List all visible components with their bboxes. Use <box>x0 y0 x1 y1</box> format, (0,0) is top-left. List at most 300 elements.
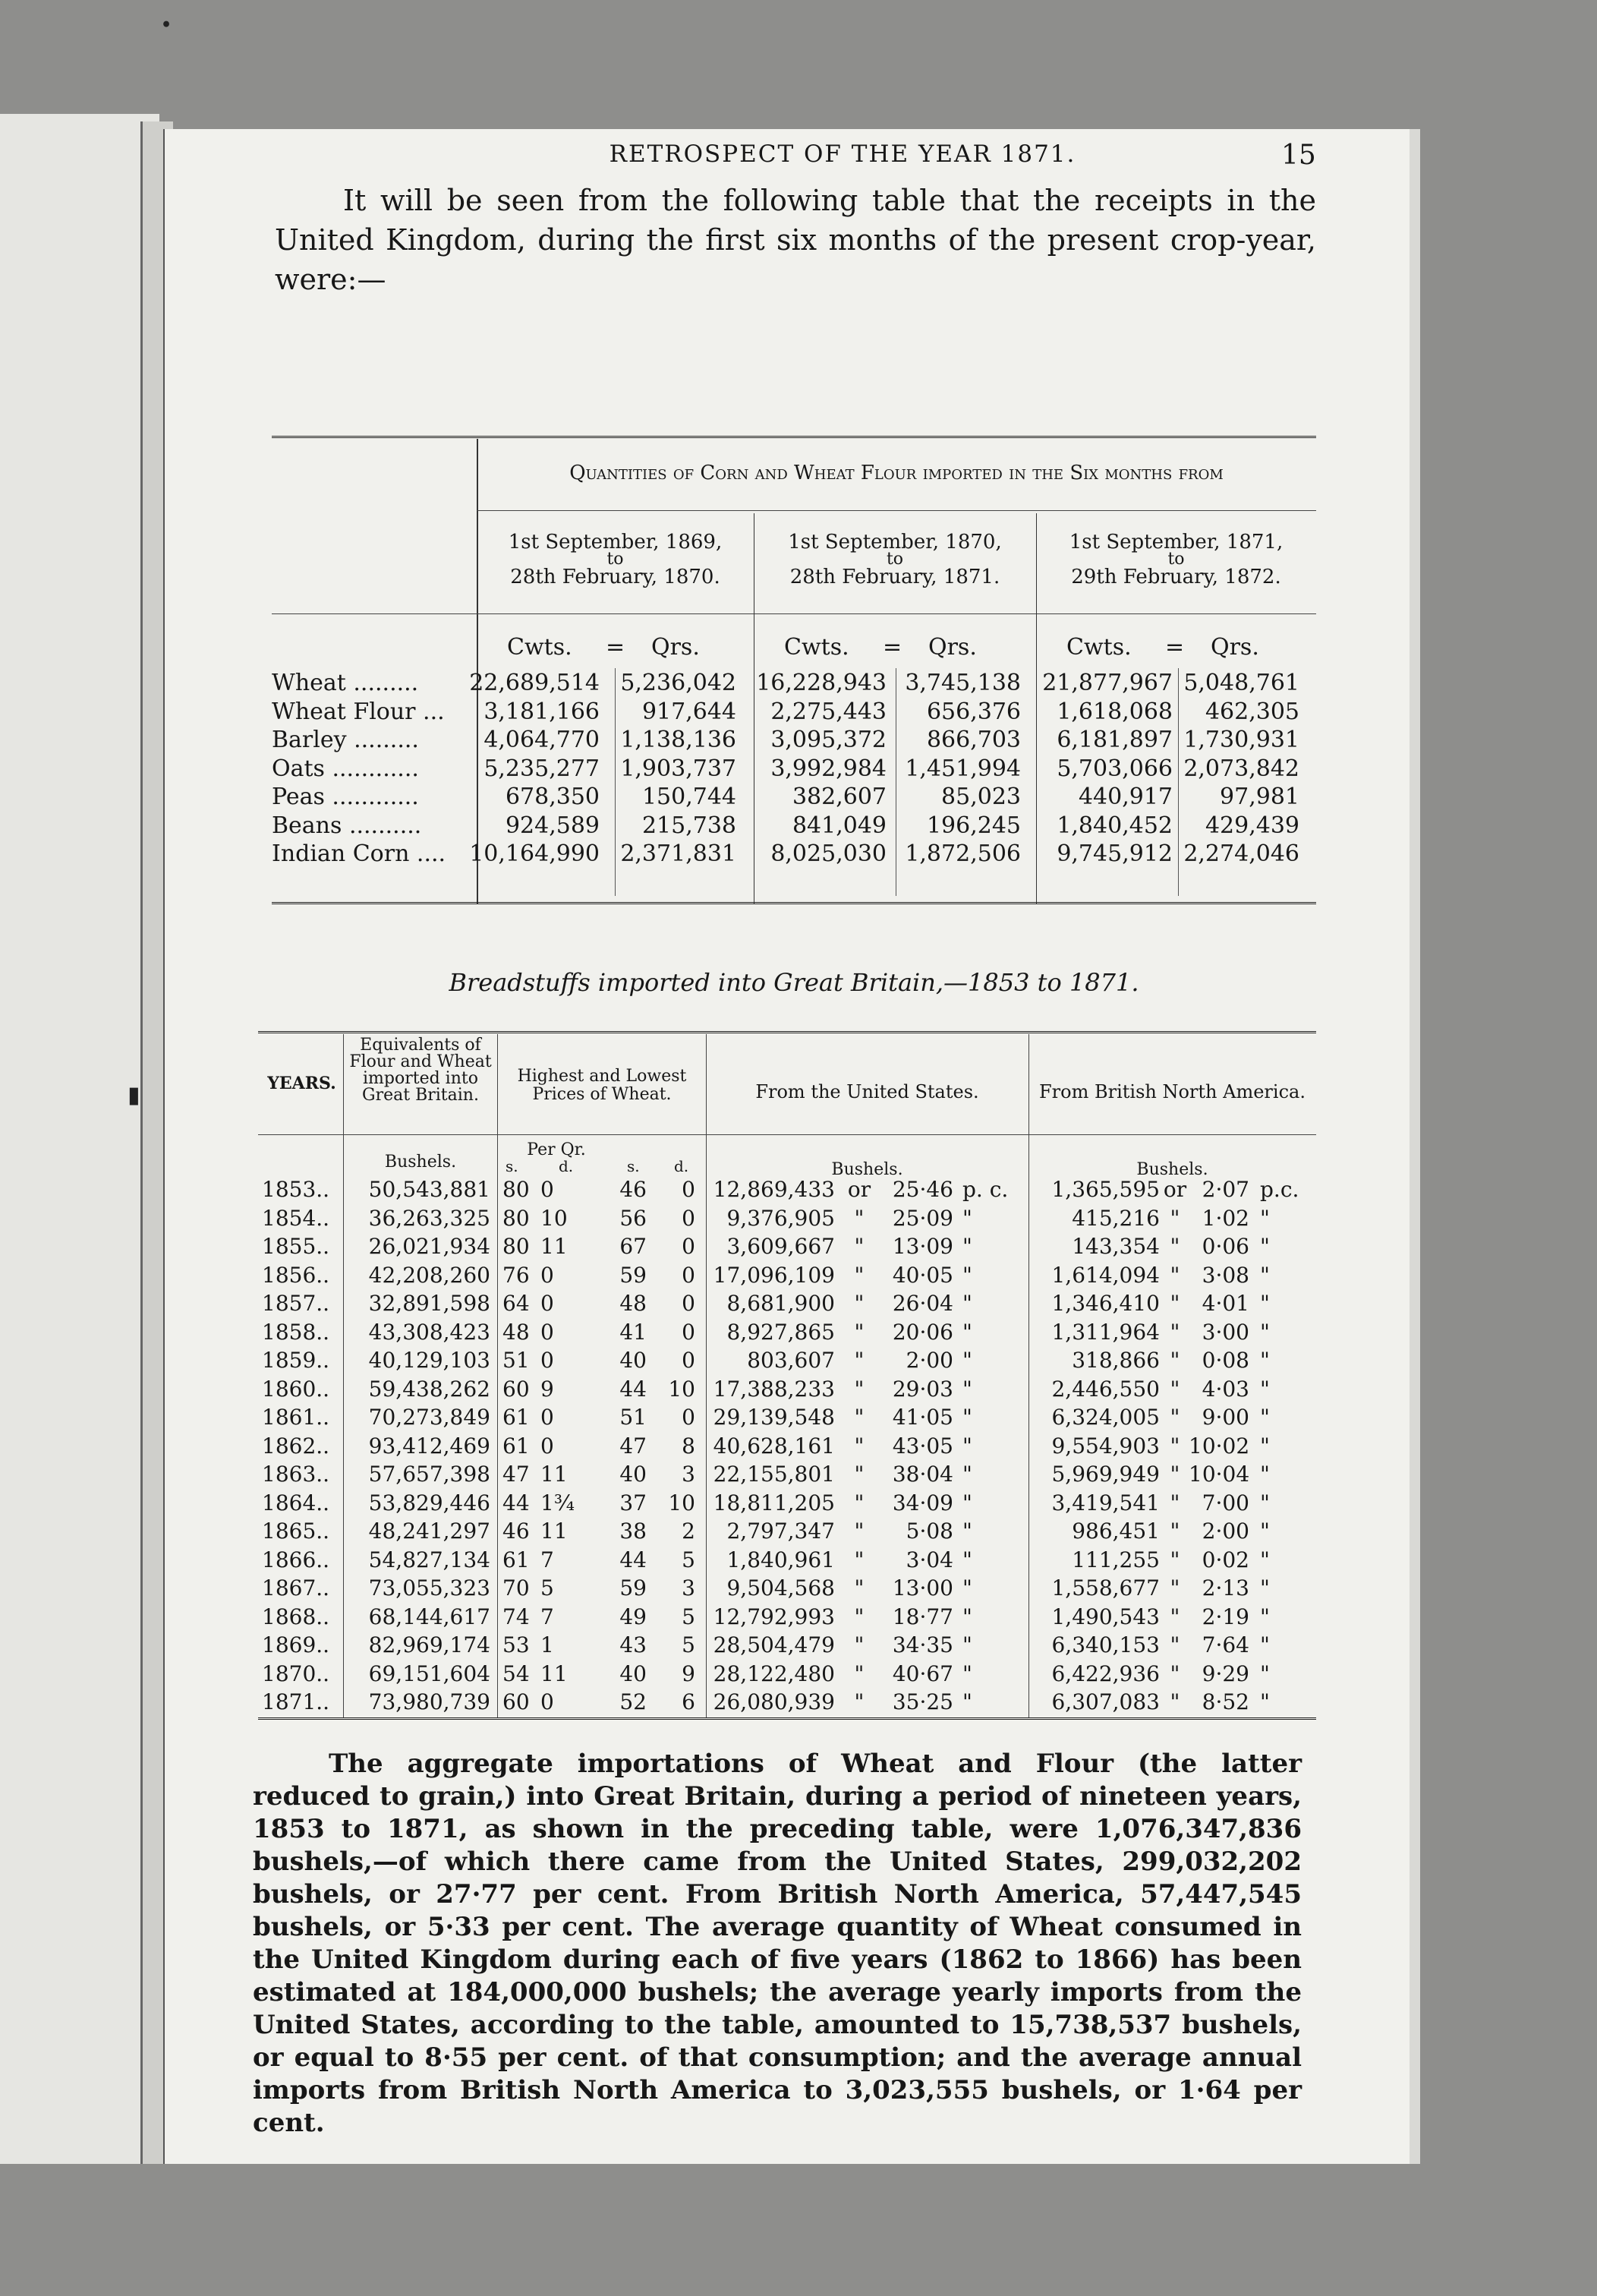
row-low-s: 59 <box>619 1262 647 1288</box>
row-us-bushels: 40,628,161 <box>713 1433 835 1459</box>
row-bna-sep: " <box>1170 1234 1180 1259</box>
table1-cell: 22,689,514 <box>469 670 600 696</box>
row-us-tail: " <box>962 1660 972 1686</box>
table1-cell: 440,917 <box>1078 784 1173 810</box>
col-years: YEARS. <box>267 1074 336 1093</box>
row-high-d: 10 <box>540 1205 568 1231</box>
row-us-sep: " <box>854 1689 865 1714</box>
row-low-s: 48 <box>619 1291 647 1316</box>
commodity-label: Wheat ......... <box>272 670 419 696</box>
row-bna-percent: 7·64 <box>1202 1632 1249 1657</box>
row-us-sep: " <box>854 1262 865 1288</box>
running-head-title: RETROSPECT OF THE YEAR 1871. <box>609 140 1076 168</box>
row-us-bushels: 18,811,205 <box>713 1490 835 1515</box>
row-us-percent: 35·25 <box>892 1689 953 1714</box>
row-bna-bushels: 1,558,677 <box>1051 1575 1160 1601</box>
row-us-percent: 40·67 <box>892 1660 953 1686</box>
table1-cell: 5,048,761 <box>1183 670 1299 696</box>
table1-cell: 85,023 <box>941 784 1021 810</box>
row-bna-bushels: 9,554,903 <box>1051 1433 1160 1459</box>
row-us-sep: " <box>854 1519 865 1544</box>
row-bna-percent: 9·00 <box>1202 1405 1249 1430</box>
row-bna-tail: " <box>1260 1604 1270 1629</box>
row-low-d: 6 <box>682 1689 695 1714</box>
row-high-s: 54 <box>502 1660 530 1686</box>
row-bna-percent: 10·02 <box>1189 1433 1250 1459</box>
row-high-s: 48 <box>502 1319 530 1345</box>
period-start: 1st September, 1869, <box>508 531 723 554</box>
row-year: 1863.. <box>262 1462 330 1487</box>
row-high-d: 7 <box>540 1604 554 1629</box>
row-us-percent: 43·05 <box>892 1433 953 1459</box>
intro-paragraph <box>275 181 1316 299</box>
row-low-d: 0 <box>682 1348 695 1373</box>
row-us-bushels: 17,388,233 <box>713 1376 835 1402</box>
row-year: 1866.. <box>262 1547 330 1572</box>
row-high-d: 11 <box>540 1660 568 1686</box>
row-low-s: 47 <box>619 1433 647 1459</box>
sub-shillings: s. <box>627 1157 640 1175</box>
row-bna-tail: " <box>1260 1689 1270 1714</box>
row-bna-bushels: 986,451 <box>1072 1519 1160 1544</box>
row-bna-sep: " <box>1170 1547 1180 1572</box>
row-bna-bushels: 1,365,595 <box>1051 1177 1160 1202</box>
row-high-s: 61 <box>502 1433 530 1459</box>
table1-cell: 5,703,066 <box>1057 755 1173 782</box>
row-bna-percent: 2·07 <box>1202 1177 1249 1202</box>
row-bushels: 36,263,325 <box>368 1205 490 1231</box>
row-high-s: 61 <box>502 1547 530 1572</box>
unit-equals: = <box>1165 634 1185 661</box>
table1-cell: 5,235,277 <box>484 755 600 782</box>
row-bna-sep: " <box>1170 1519 1180 1544</box>
row-us-sep: " <box>854 1319 865 1345</box>
row-bna-percent: 10·04 <box>1189 1462 1250 1487</box>
row-us-tail: p. c. <box>962 1177 1009 1202</box>
table1-cell: 1,618,068 <box>1057 698 1173 725</box>
row-year: 1860.. <box>262 1376 330 1402</box>
period-end: 28th February, 1871. <box>789 566 1000 588</box>
row-us-sep: " <box>854 1234 865 1259</box>
row-high-d: 5 <box>540 1575 554 1601</box>
row-bushels: 40,129,103 <box>368 1348 490 1373</box>
table1-cell: 917,644 <box>641 698 736 725</box>
row-us-tail: " <box>962 1575 972 1601</box>
row-high-d: 11 <box>540 1519 568 1544</box>
row-us-percent: 18·77 <box>892 1604 953 1629</box>
row-high-s: 80 <box>502 1205 530 1231</box>
row-us-percent: 20·06 <box>892 1319 953 1345</box>
row-low-d: 0 <box>682 1291 695 1316</box>
row-low-s: 52 <box>619 1689 647 1714</box>
unit-equals: = <box>606 634 625 661</box>
row-us-bushels: 2,797,347 <box>726 1519 835 1544</box>
row-low-s: 46 <box>619 1177 647 1202</box>
unit-qrs: Qrs. <box>1211 634 1259 661</box>
row-low-s: 40 <box>619 1348 647 1373</box>
row-us-bushels: 26,080,939 <box>713 1689 835 1714</box>
row-bushels: 69,151,604 <box>368 1660 490 1686</box>
row-bna-tail: " <box>1260 1575 1270 1601</box>
period-to: to <box>606 550 624 569</box>
row-us-sep: " <box>854 1291 865 1316</box>
row-bna-sep: " <box>1170 1575 1180 1601</box>
row-us-percent: 29·03 <box>892 1376 953 1402</box>
table1-cell: 16,228,943 <box>756 670 887 696</box>
sub-pence: d. <box>674 1157 689 1175</box>
table1-subdivider <box>1178 668 1179 896</box>
row-us-percent: 34·35 <box>892 1632 953 1657</box>
row-us-sep: " <box>854 1632 865 1657</box>
row-high-d: 11 <box>540 1234 568 1259</box>
table1-cell: 1,451,994 <box>905 755 1021 782</box>
row-bna-tail: " <box>1260 1632 1270 1657</box>
row-low-d: 0 <box>682 1319 695 1345</box>
row-bna-tail: " <box>1260 1547 1270 1572</box>
table1-cell: 3,095,372 <box>770 727 887 753</box>
row-low-s: 41 <box>619 1319 647 1345</box>
table1-cell: 924,589 <box>505 812 600 839</box>
col-prices: Highest and Lowest Prices of Wheat. <box>517 1067 687 1104</box>
row-low-s: 40 <box>619 1462 647 1487</box>
period-start: 1st September, 1871, <box>1069 531 1284 554</box>
row-year: 1861.. <box>262 1405 330 1430</box>
row-high-s: 76 <box>502 1262 530 1288</box>
row-year: 1871.. <box>262 1689 330 1714</box>
commodity-label: Peas ............ <box>272 784 419 810</box>
table1-cell: 196,245 <box>926 812 1021 839</box>
row-us-bushels: 22,155,801 <box>713 1462 835 1487</box>
row-high-s: 61 <box>502 1405 530 1430</box>
row-us-tail: " <box>962 1519 972 1544</box>
row-bna-sep: or <box>1163 1177 1187 1202</box>
table1-period-rule <box>272 613 1316 614</box>
row-low-s: 51 <box>619 1405 647 1430</box>
row-us-percent: 34·09 <box>892 1490 953 1515</box>
row-bna-sep: " <box>1170 1291 1180 1316</box>
table1-cell: 97,981 <box>1220 784 1299 810</box>
commodity-label: Oats ............ <box>272 755 419 782</box>
table1-cell: 1,138,136 <box>620 727 736 753</box>
row-bna-tail: " <box>1260 1405 1270 1430</box>
table1-cell: 2,274,046 <box>1183 840 1299 867</box>
table2-divider <box>1028 1034 1029 1717</box>
row-bushels: 32,891,598 <box>368 1291 490 1316</box>
row-bna-percent: 4·03 <box>1202 1376 1249 1402</box>
row-low-s: 49 <box>619 1604 647 1629</box>
row-low-s: 44 <box>619 1376 647 1402</box>
commodity-label: Beans .......... <box>272 812 422 839</box>
row-bushels: 70,273,849 <box>368 1405 490 1430</box>
sub-per-qr: Per Qr. <box>527 1140 586 1159</box>
row-bna-sep: " <box>1170 1433 1180 1459</box>
row-bushels: 53,829,446 <box>368 1490 490 1515</box>
row-us-percent: 3·04 <box>906 1547 953 1572</box>
row-bna-tail: " <box>1260 1319 1270 1345</box>
row-year: 1864.. <box>262 1490 330 1515</box>
row-bushels: 59,438,262 <box>368 1376 490 1402</box>
row-high-s: 47 <box>502 1462 530 1487</box>
row-bushels: 54,827,134 <box>368 1547 490 1572</box>
table2-bottom-rule <box>258 1717 1316 1720</box>
row-bna-percent: 0·06 <box>1202 1234 1249 1259</box>
table1-top-rule <box>272 436 1316 438</box>
row-bna-percent: 2·13 <box>1202 1575 1249 1601</box>
table1-cell: 10,164,990 <box>469 840 600 867</box>
row-high-s: 60 <box>502 1376 530 1402</box>
table2-divider <box>706 1034 707 1717</box>
table1-cell: 2,073,842 <box>1183 755 1299 782</box>
row-us-tail: " <box>962 1604 972 1629</box>
table1-cell: 215,738 <box>641 812 736 839</box>
row-bushels: 43,308,423 <box>368 1319 490 1345</box>
row-bna-tail: " <box>1260 1462 1270 1487</box>
row-us-percent: 25·09 <box>892 1205 953 1231</box>
row-year: 1865.. <box>262 1519 330 1544</box>
closing-text: The aggregate importations of Wheat and Flour (the latter reduced to grain,) into Great Britain, during a period of nineteen years, 1853 to 1871, as shown in the preceding table, were 1,076,347,836 bushels,—of which there came from the United States, 299,032,202 bushels, or 27·77 per cent. From British North America, 57,447,545 bushels, or 5·33 per cent. The average quantity of Wheat consumed in the United Kingdom during each of five years (1862 to 1866) has been estimated at 184,000,000 bushels; the average yearly imports from the United States, according to the table, amounted to 15,738,537 bushels, or equal to 8·55 per cent. of that consumption; and the average annual imports from British North America to 3,023,555 bushels, or 1·64 per cent. <box>253 1749 1302 2138</box>
row-year: 1857.. <box>262 1291 330 1316</box>
row-bna-percent: 3·00 <box>1202 1319 1249 1345</box>
unit-equals: = <box>883 634 902 661</box>
row-bushels: 50,543,881 <box>368 1177 490 1202</box>
row-bna-sep: " <box>1170 1376 1180 1402</box>
row-bna-percent: 9·29 <box>1202 1660 1249 1686</box>
row-us-sep: " <box>854 1205 865 1231</box>
row-high-s: 70 <box>502 1575 530 1601</box>
period-to: to <box>886 550 904 569</box>
row-us-tail: " <box>962 1433 972 1459</box>
page-number: 15 <box>1281 140 1316 171</box>
row-bushels: 42,208,260 <box>368 1262 490 1288</box>
row-us-tail: " <box>962 1547 972 1572</box>
row-us-tail: " <box>962 1205 972 1231</box>
row-bna-sep: " <box>1170 1348 1180 1373</box>
table1-cell: 1,903,737 <box>620 755 736 782</box>
row-bna-sep: " <box>1170 1490 1180 1515</box>
row-us-bushels: 9,376,905 <box>726 1205 835 1231</box>
row-bna-bushels: 1,490,543 <box>1051 1604 1160 1629</box>
row-year: 1870.. <box>262 1660 330 1686</box>
commodity-label: Wheat Flour ... <box>272 698 445 725</box>
period-end: 29th February, 1872. <box>1071 566 1281 588</box>
table1-header-rule <box>477 510 1316 511</box>
row-bna-sep: " <box>1170 1689 1180 1714</box>
row-low-d: 0 <box>682 1177 695 1202</box>
row-bna-tail: " <box>1260 1291 1270 1316</box>
row-us-tail: " <box>962 1234 972 1259</box>
row-high-d: 7 <box>540 1547 554 1572</box>
row-low-s: 59 <box>619 1575 647 1601</box>
unit-cwts: Cwts. <box>784 634 849 661</box>
period-header <box>754 531 1036 588</box>
row-low-d: 3 <box>682 1462 695 1487</box>
row-year: 1854.. <box>262 1205 330 1231</box>
sub-bushels-bna: Bushels. <box>1136 1160 1208 1179</box>
row-us-bushels: 9,504,568 <box>726 1575 835 1601</box>
table1-bottom-rule <box>272 902 1316 904</box>
sub-shillings: s. <box>506 1157 518 1175</box>
row-us-percent: 26·04 <box>892 1291 953 1316</box>
row-bna-tail: " <box>1260 1490 1270 1515</box>
row-us-bushels: 17,096,109 <box>713 1262 835 1288</box>
table2-divider <box>497 1034 498 1717</box>
table1-cell: 2,275,443 <box>770 698 887 725</box>
row-year: 1858.. <box>262 1319 330 1345</box>
row-high-s: 46 <box>502 1519 530 1544</box>
row-bna-bushels: 3,419,541 <box>1051 1490 1160 1515</box>
row-low-d: 0 <box>682 1234 695 1259</box>
row-high-d: 1 <box>540 1632 554 1657</box>
row-bna-bushels: 6,324,005 <box>1051 1405 1160 1430</box>
row-bushels: 73,055,323 <box>368 1575 490 1601</box>
col-equivalents: Equivalents of Flour and Wheat imported into Great Britain. <box>349 1036 492 1105</box>
row-high-d: 0 <box>540 1405 554 1430</box>
table1-cell: 1,730,931 <box>1183 727 1299 753</box>
row-bna-tail: " <box>1260 1519 1270 1544</box>
row-us-tail: " <box>962 1490 972 1515</box>
row-high-s: 44 <box>502 1490 530 1515</box>
unit-cwts: Cwts. <box>1066 634 1132 661</box>
row-bna-percent: 2·00 <box>1202 1519 1249 1544</box>
row-bna-sep: " <box>1170 1660 1180 1686</box>
row-bna-bushels: 1,346,410 <box>1051 1291 1160 1316</box>
row-high-s: 80 <box>502 1234 530 1259</box>
table1-cell: 462,305 <box>1205 698 1299 725</box>
table2-top-rule <box>258 1031 1316 1033</box>
adjacent-page-edge <box>0 114 159 2164</box>
row-us-tail: " <box>962 1462 972 1487</box>
row-bna-tail: " <box>1260 1262 1270 1288</box>
row-low-s: 37 <box>619 1490 647 1515</box>
row-high-s: 51 <box>502 1348 530 1373</box>
row-us-tail: " <box>962 1632 972 1657</box>
row-year: 1862.. <box>262 1433 330 1459</box>
scan-speck: • <box>161 15 172 35</box>
row-bna-tail: " <box>1260 1376 1270 1402</box>
row-high-d: 0 <box>540 1319 554 1345</box>
table1-cell: 1,872,506 <box>905 840 1021 867</box>
row-us-sep: " <box>854 1462 865 1487</box>
row-us-sep: " <box>854 1433 865 1459</box>
row-low-s: 67 <box>619 1234 647 1259</box>
table1-cell: 678,350 <box>505 784 600 810</box>
row-us-sep: " <box>854 1376 865 1402</box>
row-us-sep: " <box>854 1348 865 1373</box>
col-british-north-america: From British North America. <box>1039 1081 1306 1102</box>
period-header <box>1036 531 1316 588</box>
row-us-bushels: 8,681,900 <box>726 1291 835 1316</box>
row-us-bushels: 12,792,993 <box>713 1604 835 1629</box>
row-low-d: 0 <box>682 1405 695 1430</box>
row-bna-percent: 3·08 <box>1202 1262 1249 1288</box>
row-low-d: 0 <box>682 1262 695 1288</box>
row-us-tail: " <box>962 1348 972 1373</box>
row-us-percent: 5·08 <box>906 1519 953 1544</box>
row-bna-bushels: 318,866 <box>1072 1348 1160 1373</box>
row-high-s: 74 <box>502 1604 530 1629</box>
row-low-s: 43 <box>619 1632 647 1657</box>
table1-cell: 382,607 <box>792 784 887 810</box>
row-high-d: 11 <box>540 1462 568 1487</box>
row-us-sep: " <box>854 1604 865 1629</box>
table1-subdivider <box>615 668 616 896</box>
row-us-sep: " <box>854 1575 865 1601</box>
row-us-bushels: 8,927,865 <box>726 1319 835 1345</box>
row-low-d: 0 <box>682 1205 695 1231</box>
table1-cell: 656,376 <box>926 698 1021 725</box>
table1-cell: 3,992,984 <box>770 755 887 782</box>
period-to: to <box>1167 550 1185 569</box>
row-us-sep: " <box>854 1660 865 1686</box>
row-high-d: 1¾ <box>540 1490 575 1515</box>
table2-header-rule <box>258 1134 1316 1135</box>
row-us-bushels: 803,607 <box>747 1348 835 1373</box>
table1-cell: 2,371,831 <box>620 840 736 867</box>
row-bushels: 57,657,398 <box>368 1462 490 1487</box>
row-low-d: 2 <box>682 1519 695 1544</box>
row-us-tail: " <box>962 1405 972 1430</box>
row-high-d: 9 <box>540 1376 554 1402</box>
table1-cell: 841,049 <box>792 812 887 839</box>
row-us-bushels: 28,504,479 <box>713 1632 835 1657</box>
row-low-s: 38 <box>619 1519 647 1544</box>
row-bna-sep: " <box>1170 1632 1180 1657</box>
table1-cell: 1,840,452 <box>1057 812 1173 839</box>
table1-cell: 3,181,166 <box>484 698 600 725</box>
row-low-d: 5 <box>682 1547 695 1572</box>
table1-cell: 21,877,967 <box>1042 670 1173 696</box>
row-us-sep: " <box>854 1547 865 1572</box>
row-bna-tail: " <box>1260 1660 1270 1686</box>
row-bna-sep: " <box>1170 1604 1180 1629</box>
row-bna-bushels: 6,340,153 <box>1051 1632 1160 1657</box>
commodity-label: Indian Corn .... <box>272 840 446 867</box>
row-bna-bushels: 415,216 <box>1072 1205 1160 1231</box>
table1-cell: 6,181,897 <box>1057 727 1173 753</box>
row-low-d: 10 <box>668 1490 695 1515</box>
row-bna-tail: p.c. <box>1260 1177 1299 1202</box>
row-bna-percent: 0·08 <box>1202 1348 1249 1373</box>
row-low-s: 44 <box>619 1547 647 1572</box>
table1-heading: Quantities of Corn and Wheat Flour imported in the Six months from <box>569 462 1224 484</box>
row-us-percent: 38·04 <box>892 1462 953 1487</box>
row-high-s: 53 <box>502 1632 530 1657</box>
table2-divider <box>343 1034 344 1717</box>
row-bna-sep: " <box>1170 1205 1180 1231</box>
row-high-d: 0 <box>540 1689 554 1714</box>
table1-cell: 866,703 <box>926 727 1021 753</box>
row-us-percent: 13·00 <box>892 1575 953 1601</box>
row-us-tail: " <box>962 1262 972 1288</box>
table2-caption: Breadstuffs imported into Great Britain,—1853 to 1871. <box>449 968 1139 997</box>
sub-bushels-us: Bushels. <box>831 1160 903 1179</box>
period-start: 1st September, 1870, <box>788 531 1002 554</box>
row-low-d: 5 <box>682 1604 695 1629</box>
row-bushels: 73,980,739 <box>368 1689 490 1714</box>
row-year: 1856.. <box>262 1262 330 1288</box>
row-high-d: 0 <box>540 1291 554 1316</box>
row-low-s: 40 <box>619 1660 647 1686</box>
row-bna-bushels: 111,255 <box>1072 1547 1160 1572</box>
unit-qrs: Qrs. <box>928 634 977 661</box>
row-bushels: 48,241,297 <box>368 1519 490 1544</box>
row-us-sep: " <box>854 1490 865 1515</box>
row-high-d: 0 <box>540 1177 554 1202</box>
period-header <box>477 531 754 588</box>
row-bna-bushels: 143,354 <box>1072 1234 1160 1259</box>
row-high-d: 0 <box>540 1433 554 1459</box>
row-us-tail: " <box>962 1291 972 1316</box>
